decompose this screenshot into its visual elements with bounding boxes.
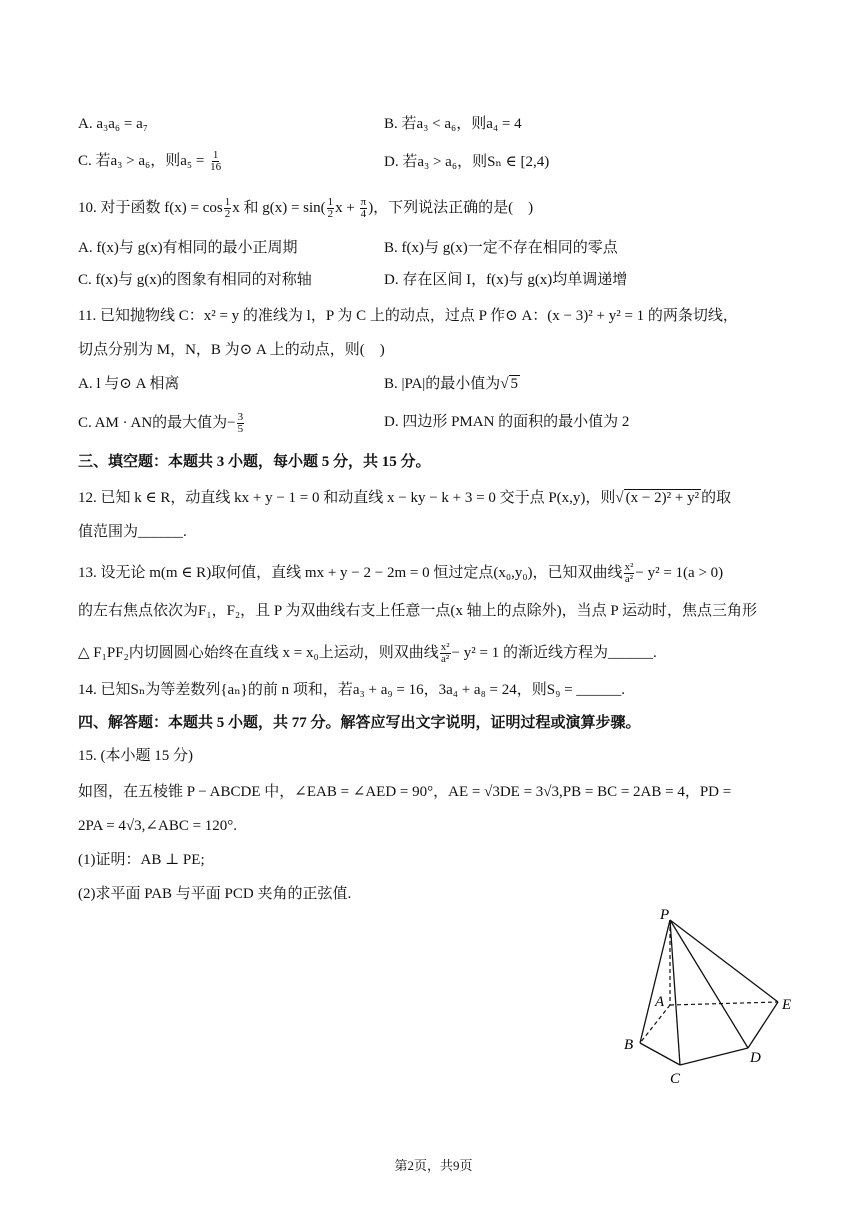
- edge-BC: [640, 1043, 680, 1065]
- q15-part-2: (2)求平面 PAB 与平面 PCD 夹角的正弦值.: [78, 886, 352, 902]
- q9-option-a: A. a₃a₆ = a₇: [78, 116, 148, 132]
- edge-AE: [670, 1002, 778, 1005]
- q10-stem: 10. 对于函数 f(x) = cos $\frac{1}{2}$ x 和 g(x) = sin( $\frac{1}{2}$ x + $\frac{\pi}{4}$ )，下列说法正确的是( ): [78, 196, 534, 220]
- q11-option-d: D. 四边形 PMAN 的面积的最小值为 2: [384, 414, 630, 430]
- pyramid-figure: [600, 895, 810, 1095]
- q15-line-1: 如图，在五棱锥 P − ABCDE 中，∠EAB = ∠AED = 90°，AE = √3DE = 3√3,PB = BC = 2AB = 4，PD =: [78, 784, 732, 800]
- section-3-heading: 三、填空题：本题共 3 小题，每小题 5 分，共 15 分。: [78, 454, 431, 470]
- label-P: P: [660, 907, 670, 923]
- q14: 14. 已知Sₙ为等差数列{aₙ}的前 n 项和，若a₃ + a₉ = 16，3a₄ + a₈ = 24，则S₉ = ______.: [78, 682, 626, 698]
- q10-option-d: D. 存在区间 I，f(x)与 g(x)均单调递增: [384, 272, 628, 288]
- q13-line-2: 的左右焦点依次为F₁，F₂，且 P 为双曲线右支上任意一点(x 轴上的点除外)，当点 P 运动时，焦点三角形: [78, 603, 757, 619]
- label-E: E: [782, 997, 792, 1013]
- q9-option-c: [78, 150, 223, 173]
- page-footer: 第2页，共9页: [394, 1158, 473, 1173]
- q9-option-d: D. 若a₃ > a₆，则Sₙ ∈ [2,4): [384, 154, 550, 170]
- q9-option-c-text: C. 若a₃ > a₆，则a₅ =: [78, 152, 209, 169]
- q15-part-1: (1)证明：AB ⊥ PE;: [78, 852, 205, 868]
- label-A: A: [655, 994, 665, 1010]
- edge-PE: [670, 920, 778, 1002]
- edge-DE: [748, 1002, 778, 1048]
- label-B: B: [624, 1037, 634, 1053]
- q9-option-b: B. 若a₃ < a₆，则a₄ = 4: [384, 116, 522, 132]
- q15-heading: 15. (本小题 15 分): [78, 748, 193, 764]
- q12-line-1: 12. 已知 k ∈ R，动直线 kx + y − 1 = 0 和动直线 x − ky − k + 3 = 0 交于点 P(x,y)，则√ (x − 2)² + y² 的取: [78, 490, 732, 506]
- label-C: C: [670, 1071, 681, 1087]
- edge-CD: [680, 1048, 748, 1065]
- section-4-heading: 四、解答题：本题共 5 小题，共 77 分。解答应写出文字说明，证明过程或演算步骤。: [78, 715, 641, 731]
- q10-option-b: B. f(x)与 g(x)一定不存在相同的零点: [384, 240, 618, 256]
- q13-line-3: △ F₁PF₂内切圆圆心始终在直线 x = x₀上运动，则双曲线 $\frac{\text{x²}}{\text{a²}}$ − y² = 1 的渐近线方程为______.: [78, 641, 657, 665]
- q9-option-c-fraction: $\frac{1}{16}$: [210, 149, 222, 173]
- q10-option-c: C. f(x)与 g(x)的图象有相同的对称轴: [78, 272, 312, 288]
- q11-stem-line-2: 切点分别为 M，N，B 为⊙ A 上的动点，则( ): [78, 342, 385, 358]
- q11-stem-line-1: 11. 已知抛物线 C：x² = y 的准线为 l，P 为 C 上的动点，过点 P 作⊙ A：(x − 3)² + y² = 1 的两条切线，: [78, 308, 738, 324]
- q11-option-b: B. |PA|的最小值为√ 5: [384, 376, 519, 392]
- edge-PC: [670, 920, 680, 1065]
- q11-option-c: C. AM · AN的最大值为− $\frac{3}{5}$: [78, 411, 244, 435]
- q10-option-a: A. f(x)与 g(x)有相同的最小正周期: [78, 240, 298, 256]
- q12-line-2: 值范围为______.: [78, 524, 187, 540]
- q13-line-1: 13. 设无论 m(m ∈ R)取何值，直线 mx + y − 2 − 2m = 0 恒过定点(x₀,y₀)，已知双曲线 $\frac{\text{x²}}{\text{a²}}$ − y² = 1(a > 0): [78, 561, 724, 585]
- edge-PD: [670, 920, 748, 1048]
- q11-option-a: A. l 与⊙ A 相离: [78, 376, 180, 392]
- label-D: D: [750, 1050, 761, 1066]
- q15-line-2: 2PA = 4√3,∠ABC = 120°.: [78, 818, 238, 834]
